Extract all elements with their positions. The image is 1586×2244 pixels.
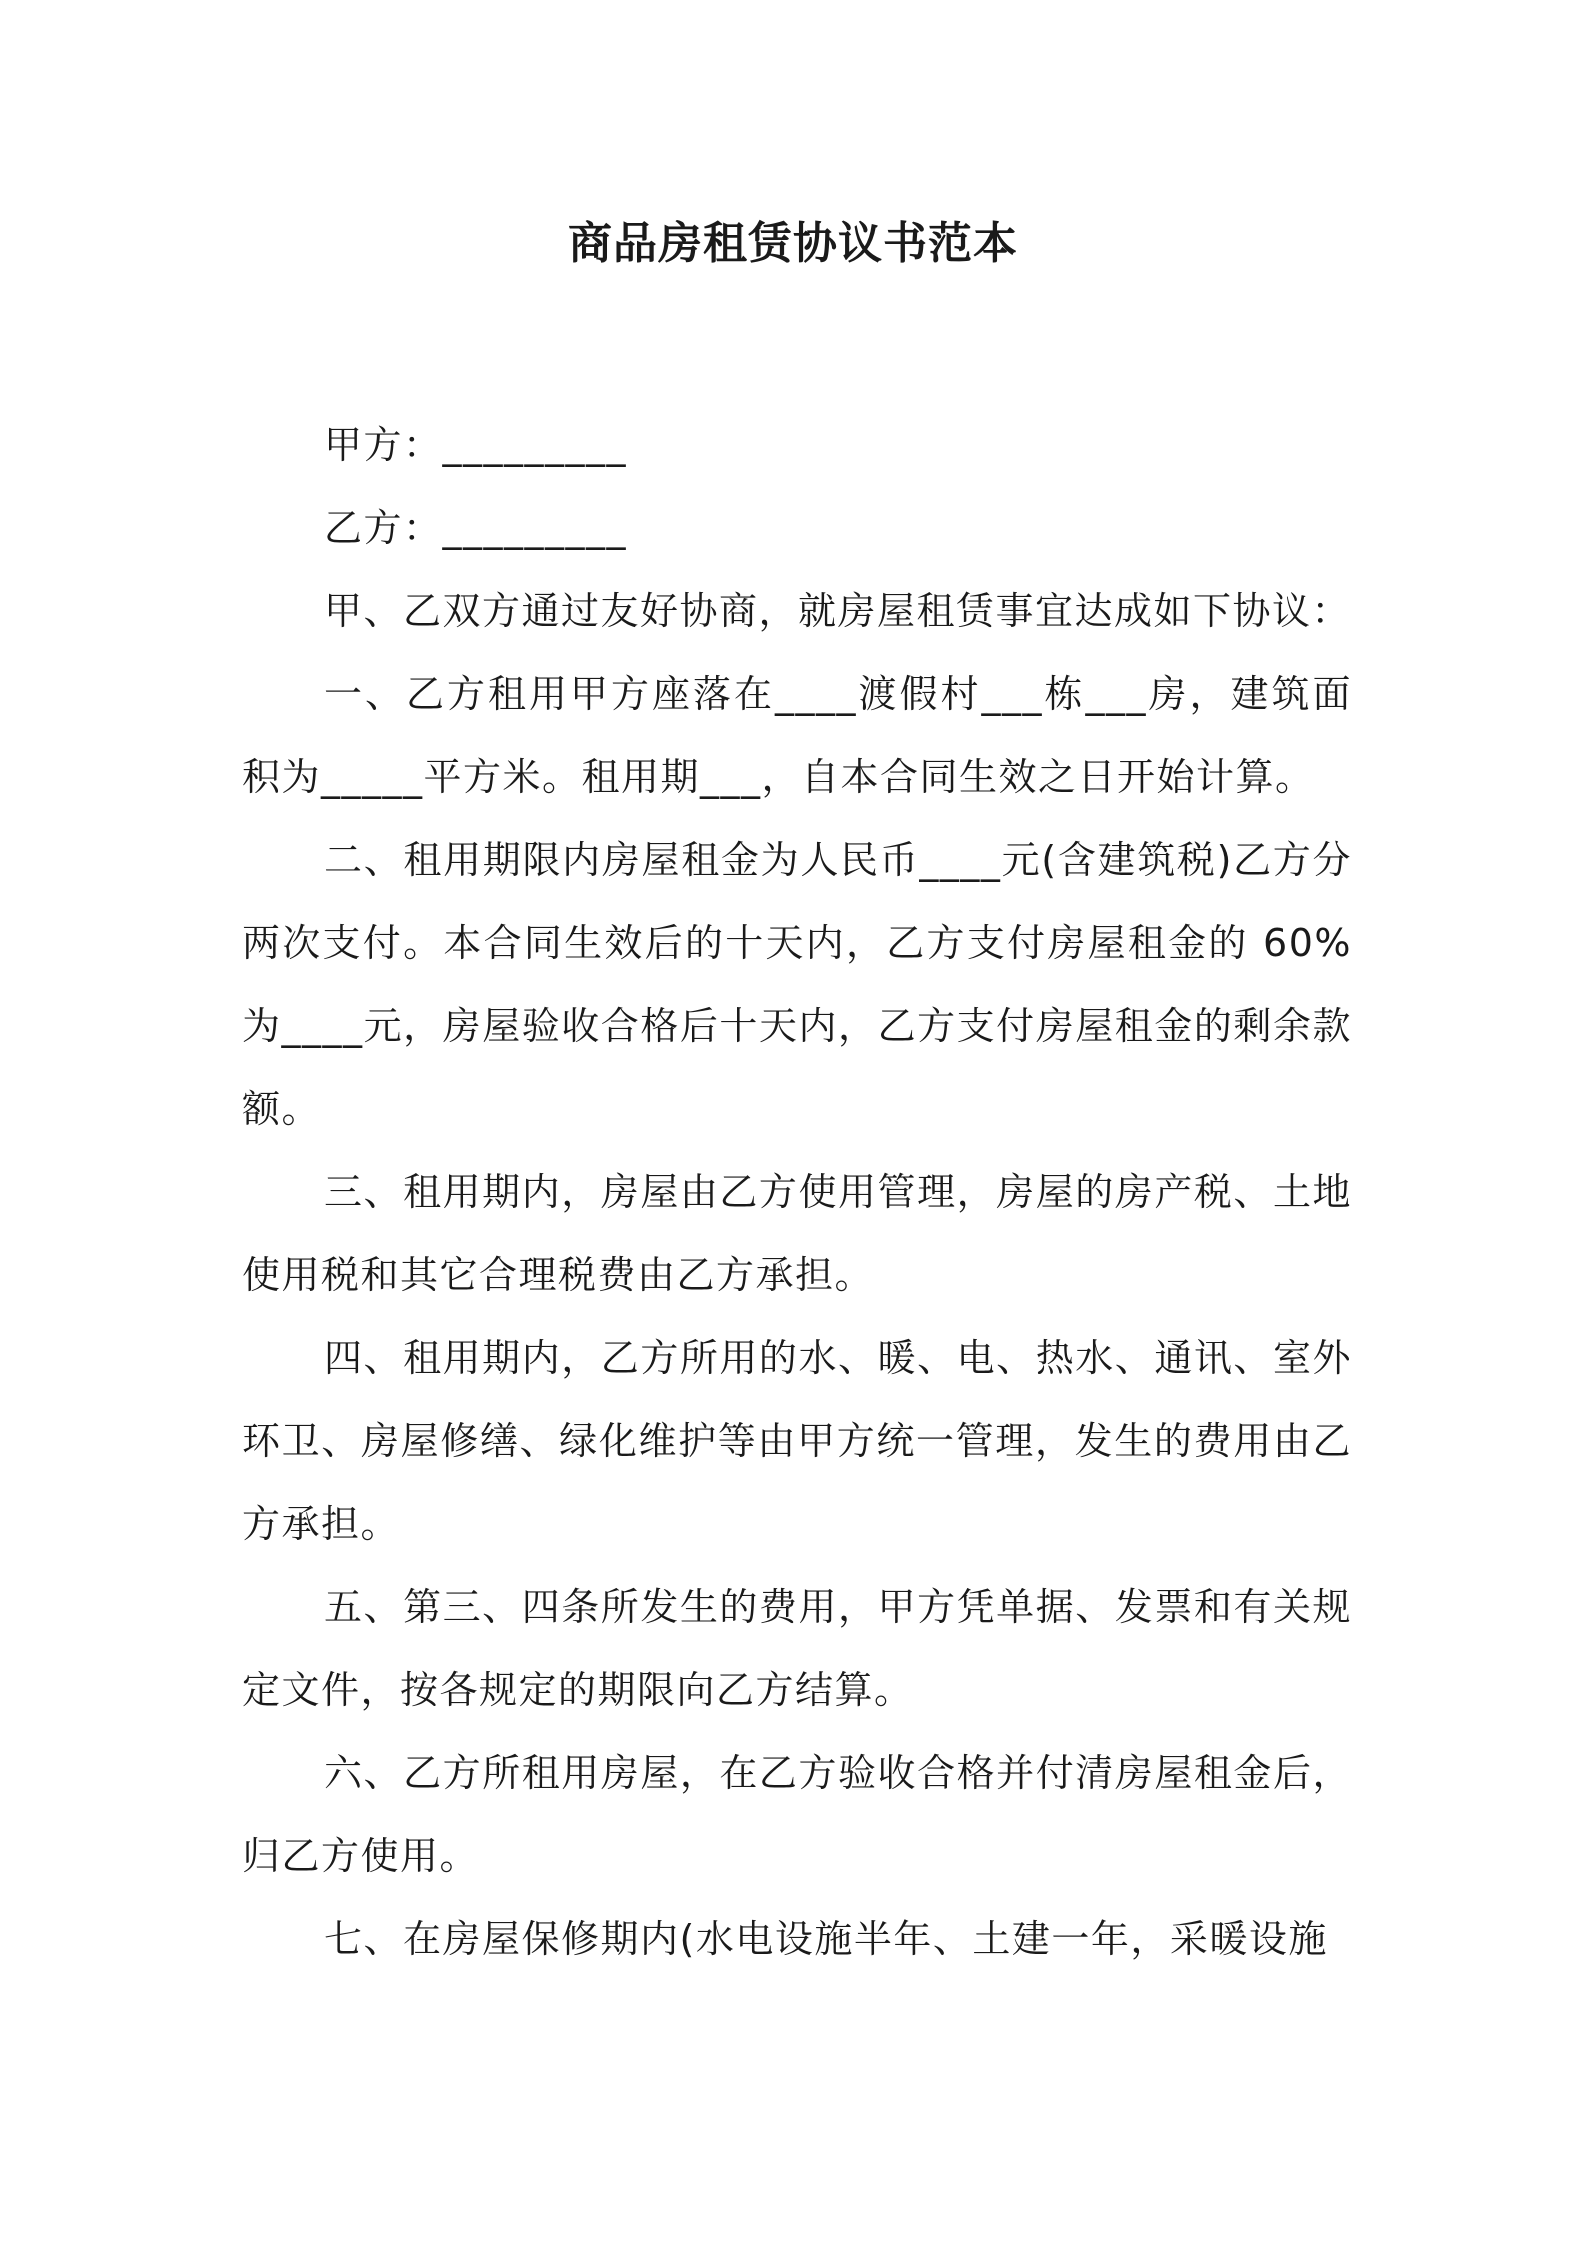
clause-4: 四、租用期内，乙方所用的水、暖、电、热水、通讯、室外环卫、房屋修缮、绿化维护等由甲方统一管理，发生的费用由乙方承担。: [242, 1336, 1352, 1546]
clause-7: 七、在房屋保修期内(水电设施半年、土建一年，采暖设施: [324, 1917, 1328, 1961]
document-body: [242, 404, 1352, 1981]
party-a-line: 甲方：_________: [324, 423, 628, 467]
clause-3: 三、租用期内，房屋由乙方使用管理，房屋的房产税、土地使用税和其它合理税费由乙方承担。: [242, 1170, 1352, 1297]
intro-paragraph: 甲、乙双方通过友好协商，就房屋租赁事宜达成如下协议：: [324, 589, 1352, 633]
clause-2: 二、租用期限内房屋租金为人民币____元(含建筑税)乙方分两次支付。本合同生效后的十天内，乙方支付房屋租金的 60%为____元，房屋验收合格后十天内，乙方支付房屋租金的剩余款额。: [242, 838, 1352, 1131]
party-b-line: 乙方：_________: [324, 506, 628, 550]
clause-5: 五、第三、四条所发生的费用，甲方凭单据、发票和有关规定文件，按各规定的期限向乙方结算。: [242, 1585, 1352, 1712]
clause-1: 一、乙方租用甲方座落在____渡假村___栋___房，建筑面积为_____平方米。租用期___，自本合同生效之日开始计算。: [242, 672, 1352, 799]
document-title: 商品房租赁协议书范本: [568, 218, 1018, 269]
clause-6: 六、乙方所租用房屋，在乙方验收合格并付清房屋租金后，归乙方使用。: [242, 1751, 1352, 1878]
